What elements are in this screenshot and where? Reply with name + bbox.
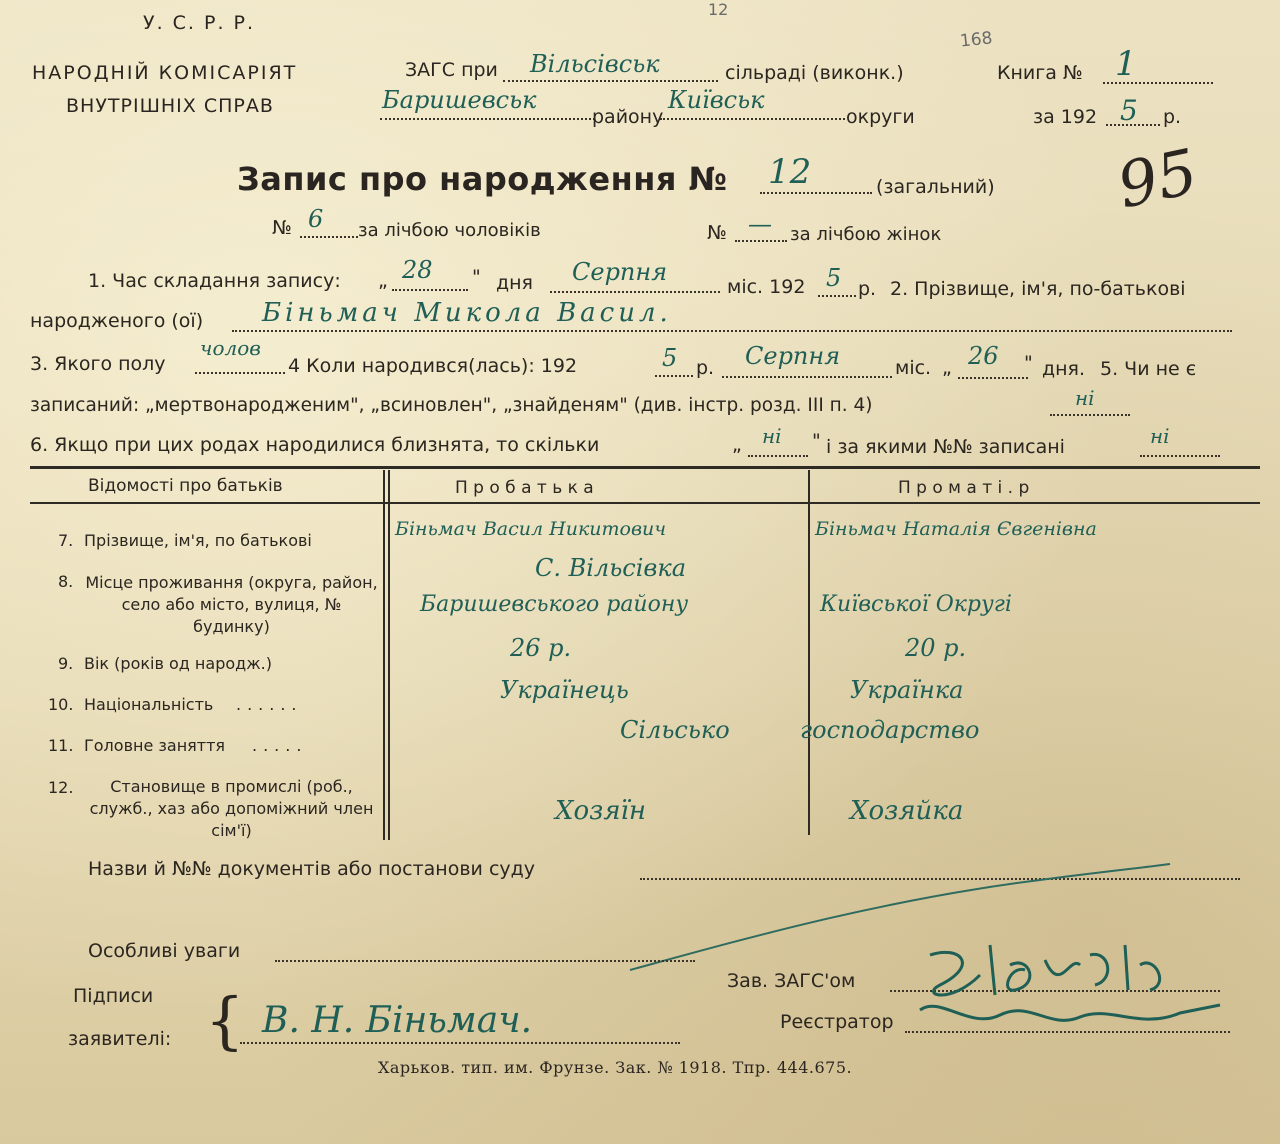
row9-mother-age: 20 р.: [905, 634, 967, 662]
field2-name-handwritten: Біньмач Микола Васил.: [262, 298, 672, 328]
archive-number: 168: [959, 28, 994, 52]
field1-month-line: [550, 291, 720, 293]
field1-year-line: [818, 295, 856, 297]
field3-line: [195, 372, 285, 374]
field6-handwritten2: ні: [1150, 424, 1170, 448]
row11-num: 11.: [48, 736, 74, 755]
commissariat-line1: НАРОДНІЙ КОМІСАРІЯТ: [32, 62, 298, 84]
notes-line: [275, 960, 695, 962]
men-no-label: №: [272, 217, 292, 239]
row12-father-status: Хозяїн: [555, 796, 646, 826]
printer-imprint: Харьков. тип. им. Фрунзе. Зак. № 1918. Тпр. 444.675.: [378, 1058, 853, 1077]
field4-year-handwritten: 5: [662, 344, 678, 372]
row7-mother: Біньмач Наталія Євгенівна: [815, 518, 1097, 540]
row9-father-age: 26 р.: [510, 634, 572, 662]
raion-handwritten: Баришевськ: [382, 86, 537, 114]
notes-label: Особливі уваги: [88, 940, 241, 962]
head-signature: [900, 935, 1240, 1045]
field4-day-handwritten: 26: [968, 342, 999, 370]
book-number-handwritten: 1: [1115, 44, 1137, 84]
field1-day-line: [392, 289, 468, 291]
row12-mother-status: Хозяйка: [850, 796, 964, 826]
book-label: Книга №: [997, 62, 1083, 84]
field6-handwritten: ні: [762, 424, 782, 448]
record-number-line: [760, 192, 872, 194]
field4-year-line: [655, 375, 693, 377]
table-header-rule: [30, 502, 1260, 504]
table-divider-1: [383, 470, 385, 840]
field4-month-label: міс.: [895, 357, 932, 379]
republic-label: У. С. Р. Р.: [143, 12, 256, 34]
field2-label2: народженого (ої): [30, 310, 204, 332]
field4-month-handwritten: Серпня: [745, 342, 841, 370]
year-label: за 192: [1033, 106, 1098, 128]
field4-month-line: [722, 376, 892, 378]
row10-label: Національність: [84, 695, 214, 714]
record-number-handwritten: 12: [768, 152, 812, 192]
general-label: (загальний): [876, 176, 995, 198]
women-no-handwritten: —: [748, 210, 772, 238]
commissariat-line2: ВНУТРІШНІХ СПРАВ: [66, 95, 274, 117]
field5-handwritten: ні: [1075, 386, 1095, 410]
village-line: [503, 80, 718, 82]
men-no-line: [300, 236, 358, 238]
top-mark: 12: [708, 0, 729, 19]
men-count-label: за лічбою чоловіків: [358, 220, 541, 241]
row7-num: 7.: [58, 531, 74, 550]
head-label: Зав. ЗАГС'ом: [727, 970, 856, 992]
field4-quote-close: ": [1024, 352, 1033, 374]
table-divider-1b: [388, 470, 390, 840]
field4-day-label: дня.: [1042, 358, 1086, 380]
field6-line2: [1140, 455, 1220, 457]
row7-father: Біньмач Васил Никитович: [395, 518, 667, 540]
sign-brace: {: [205, 984, 245, 1057]
year-digit-handwritten: 5: [1120, 94, 1138, 127]
applicant-signature: В. Н. Біньмач.: [262, 1000, 533, 1041]
sign-label-1: Підписи: [73, 985, 154, 1007]
row11-dots: .....: [252, 736, 308, 755]
row10-dots: ......: [236, 695, 303, 714]
year-suffix: р.: [1163, 106, 1182, 128]
row8-father-village: С. Вільсівка: [535, 554, 687, 582]
row12-label: Становище в промислі (роб., служб., хаз або допоміжний член сім'ї): [89, 777, 374, 840]
field1-day-handwritten: 28: [402, 256, 433, 284]
corner-number-handwritten: 95: [1111, 134, 1204, 223]
field6-quote-open: „: [732, 434, 742, 456]
row11-mother-occupation: господарство: [800, 716, 980, 744]
row9-label: Вік (років од народж.): [84, 654, 272, 673]
field6-quote-close: ": [812, 430, 821, 452]
field5-label2: записаний: „мертвонародженим", „всиновлен", „знайденям" (див. інстр. розд. III п. 4): [30, 395, 873, 416]
field2-line: [232, 330, 1232, 332]
men-no-handwritten: 6: [308, 205, 324, 233]
field4-day-line: [958, 377, 1028, 379]
row8-num: 8.: [58, 572, 74, 591]
field6-line: [748, 455, 808, 457]
field1-quote-close: ": [472, 266, 481, 288]
row8-father-raion: Баришевського району: [420, 592, 689, 617]
field4-label: 4 Коли народився(лась): 192: [288, 355, 578, 377]
women-no-label: №: [707, 222, 727, 244]
row8-mother-okrug: Київської Округі: [820, 592, 1012, 617]
zags-label: ЗАГС при: [405, 59, 498, 81]
field1-label: 1. Час складання запису:: [88, 270, 341, 292]
women-no-line: [735, 240, 787, 242]
okrug-label: округи: [846, 106, 915, 128]
field1-year-suffix: р.: [858, 278, 877, 300]
field4-year-suffix: р.: [696, 357, 715, 379]
table-divider-2: [808, 470, 810, 835]
field1-month-label: міс. 192: [727, 276, 806, 298]
row10-num: 10.: [48, 695, 74, 714]
field1-day-word: дня: [496, 272, 533, 294]
row8-label: Місце проживання (округа, район, село або місто, вулиця, № будинку): [85, 573, 378, 636]
field2-label: 2. Прізвище, ім'я, по-батькові: [890, 278, 1186, 300]
sign-label-2: заявителі:: [68, 1028, 172, 1050]
documents-label: Назви й №№ документів або постанови суду: [88, 858, 536, 880]
silradi-label: сільраді (виконк.): [725, 62, 904, 84]
field6-label: 6. Якщо при цих родах народилися близнята, то скільки: [30, 434, 600, 456]
table-header-father: П р о б а т ь к а: [455, 478, 594, 498]
table-header-mother: П р о м а т і . р: [898, 478, 1030, 498]
field6-label2: і за якими №№ записані: [826, 436, 1065, 458]
row9-num: 9.: [58, 654, 74, 673]
field5-label: 5. Чи не є: [1100, 358, 1197, 380]
field1-quote-open: „: [378, 270, 388, 292]
table-top-rule: [30, 466, 1260, 469]
village-handwritten: Вільсівськ: [530, 50, 660, 78]
row10-father-nationality: Українець: [500, 676, 629, 704]
field1-year-handwritten: 5: [826, 264, 842, 292]
row7-label: Прізвище, ім'я, по батькові: [84, 531, 312, 550]
okrug-handwritten: Київськ: [668, 86, 765, 114]
field5-line: [1050, 414, 1130, 416]
row11-label: Головне заняття: [84, 736, 226, 755]
field4-quote-open: „: [942, 357, 952, 379]
okrug-line: [660, 118, 845, 120]
raion-line: [380, 118, 595, 120]
field1-month-handwritten: Серпня: [572, 258, 668, 286]
field3-label: 3. Якого полу: [30, 353, 166, 375]
form-title: Запис про народження №: [237, 160, 728, 198]
applicant-sig-line: [240, 1042, 680, 1044]
women-count-label: за лічбою жінок: [790, 224, 942, 245]
raion-label: району: [592, 106, 664, 128]
row11-father-occupation: Сільсько: [620, 716, 730, 744]
table-header-parents: Відомості про батьків: [88, 476, 283, 496]
registrar-label: Реєстратор: [780, 1011, 894, 1033]
row12-num: 12.: [48, 778, 74, 797]
row10-mother-nationality: Українка: [850, 676, 964, 704]
field3-handwritten: чолов: [200, 336, 261, 360]
